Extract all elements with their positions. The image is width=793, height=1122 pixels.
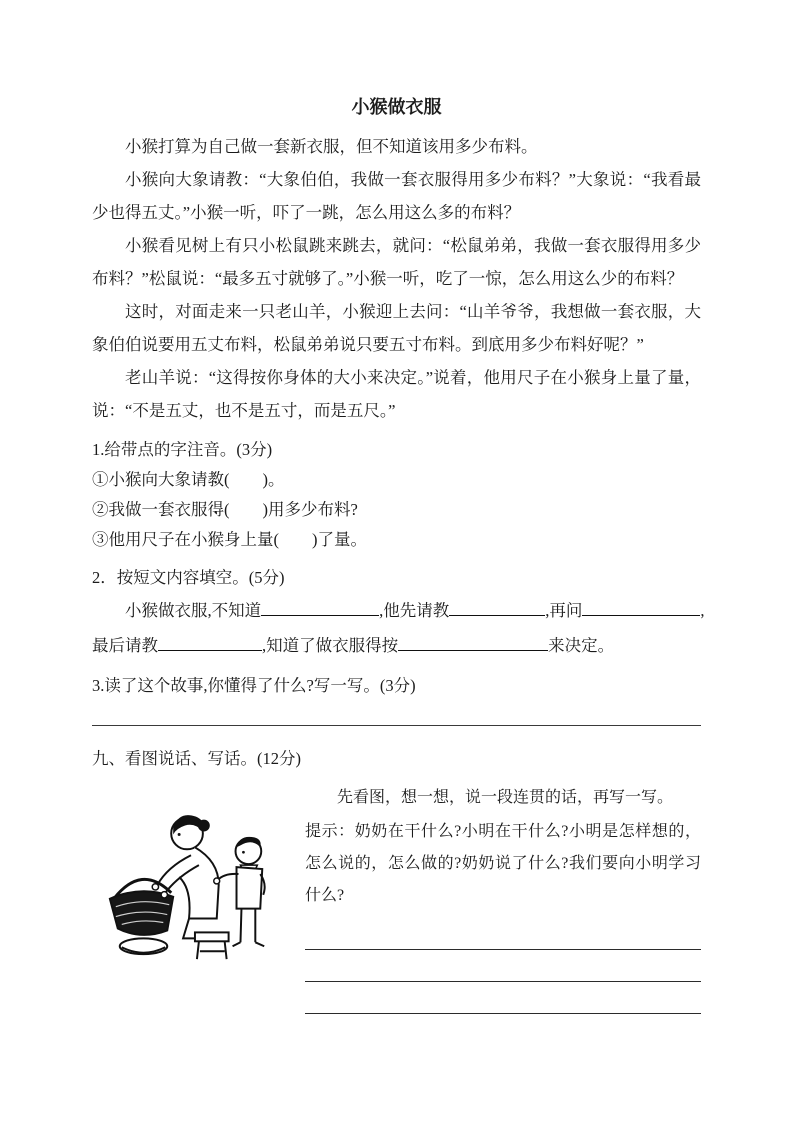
illustration-frame [92,782,297,1014]
q1-item-text: ③他用尺子在小猴身上 [92,530,257,549]
fill-blank [158,635,262,651]
composition-instructions [297,782,701,1014]
q1-item [92,465,701,495]
q2-text: 来决定。 [548,636,615,655]
question-3-label: 3.读了这个故事,你懂得了什么?写一写。(3分) [92,676,416,695]
q2-text: ,他先请教 [379,601,450,620]
story-paragraph: 小猴打算为自己做一套新衣服，但不知道该用多少布料。 [125,137,538,156]
story-paragraph: 老山羊说：“这得按你身体的大小来决定。”说着，他用尺子在小猴身上量了量，说：“不是五丈，也不是五寸，而是五尺。” [92,368,701,420]
page-title: 小猴做衣服 [351,97,442,117]
q1-item-text: ( )。 [224,470,285,489]
q2-text: , [700,601,705,620]
story-paragraph: 小猴向大象请教：“大象伯伯，我做一套衣服得用多少布料？”大象说：“我看最少也得五丈。”小猴一听，吓了一跳，怎么用这么多的布料？ [92,170,701,222]
fill-blank [449,600,545,616]
q1-dotted-char: 量 · [257,530,274,549]
q1-dotted-char: 教 · [208,470,225,489]
story-section [92,130,701,427]
writing-line [305,982,701,1014]
q1-dotted-char: 得 · [208,500,225,519]
fill-blank [582,600,700,616]
fill-blank [261,600,379,616]
q1-item-text: ( )了量。 [273,530,367,549]
q2-text: ,知道了做衣服得按 [262,636,399,655]
writing-line [305,918,701,950]
q2-text: 最后请教 [92,636,158,655]
q2-fill-line [92,628,701,663]
story-paragraph: 小猴看见树上有只小松鼠跳来跳去，就问：“松鼠弟弟，我做一套衣服得用多少布料？”松鼠说：“最多五寸就够了。”小猴一听，吃了一惊，怎么用这么少的布料？ [92,236,701,288]
q2-text: 小猴做衣服,不知道 [125,601,262,620]
question-2-label: 2．按短文内容填空。(5分) [92,568,285,587]
fill-blank [398,635,548,651]
q1-item-text: ①小猴向大象请 [92,470,208,489]
q2-fill-line [92,593,705,628]
q1-item [92,525,701,555]
writing-area [305,918,701,1014]
q1-item [92,495,701,525]
picture-composition-block [92,782,701,1014]
story-paragraph: 这时，对面走来一只老山羊，小猴迎上去问：“山羊爷爷，我想做一套衣服，大象伯伯说要用五丈布料，松鼠弟弟说只要五寸布料。到底用多少布料好呢？” [92,302,701,354]
question-1-label: 1.给带点的字注音。(3分) [92,440,273,459]
grandma-and-child-illustration [92,782,290,970]
section-divider [92,725,701,726]
intro-text: 先看图，想一想，说一段连贯的话，再写一写。 [337,789,674,806]
section-9-heading: 九、看图说话、写话。(12分) [92,749,301,768]
writing-line [305,950,701,982]
q1-item-text: ( )用多少布料? [224,500,358,519]
q1-item-text: ②我做一套衣服 [92,500,208,519]
q2-text: ,再问 [545,601,583,620]
hint-text: 提示：奶奶在干什么?小明在干什么?小明是怎样想的，怎么说的，怎么做的?奶奶说了什么?我们要向小明学习什么? [305,823,701,904]
